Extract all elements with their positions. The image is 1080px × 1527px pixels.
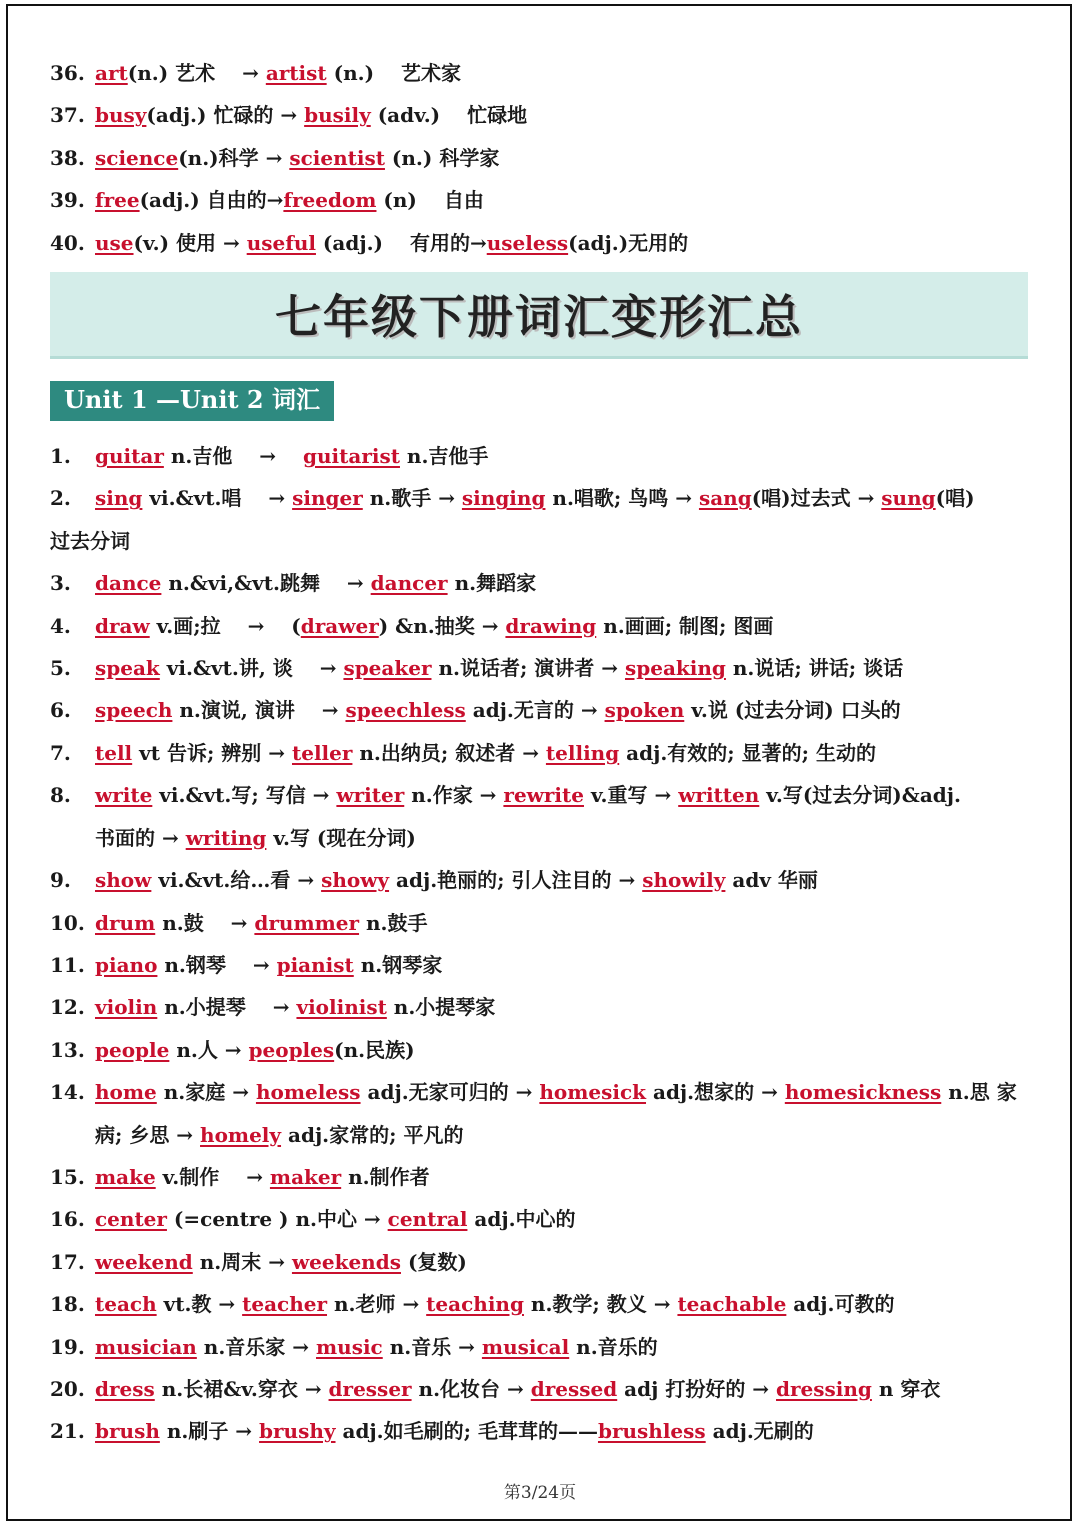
item-number: 8. (50, 783, 71, 808)
definition-text: 书面的 → (95, 825, 186, 850)
definition-text: v.写(过去分词)&adj. (759, 783, 961, 808)
list-item (50, 1410, 1030, 1452)
vocab-word: busy (95, 103, 147, 128)
vocab-word: central (387, 1207, 468, 1232)
item-number: 4. (50, 613, 71, 638)
vocab-word: drawing (505, 613, 597, 638)
page-number: 第3/24页 (503, 1483, 577, 1503)
list-item (50, 1368, 1030, 1410)
list-item (50, 1071, 1030, 1113)
item-number: 15. (50, 1164, 85, 1189)
vocab-word: homesick (539, 1080, 647, 1105)
vocab-word: music (316, 1334, 383, 1359)
vocab-word: useless (486, 230, 569, 255)
list-item (50, 732, 1030, 774)
vocab-word: teller (292, 740, 353, 765)
vocab-word: showily (642, 868, 726, 893)
item-number: 36. (50, 61, 85, 85)
definition-text: n.音乐 → (382, 1334, 482, 1359)
definition-text: n.演说, 演讲 → (172, 698, 346, 723)
definition-text: n.周末 → (192, 1249, 292, 1274)
vocab-word: dance (95, 571, 162, 596)
item-number: 6. (50, 698, 71, 723)
list-item (50, 52, 1030, 94)
definition-text: (adj.) 忙碌的 → (146, 103, 305, 128)
vocab-word: brushy (259, 1419, 336, 1444)
vocab-word: weekends (291, 1249, 401, 1274)
definition-text: adj.如毛刷的; 毛茸茸的—— (335, 1419, 598, 1444)
vocab-word: written (678, 783, 760, 808)
item-number: 7. (50, 740, 71, 765)
list-item (50, 137, 1030, 179)
item-number: 37. (50, 103, 85, 128)
unit-label: Unit 1 —Unit 2 词汇 (50, 381, 334, 421)
vocab-word: teacher (242, 1292, 328, 1317)
definition-text: adj.无言的 → (465, 698, 605, 723)
list-item (50, 222, 1030, 264)
vocab-word: make (95, 1164, 156, 1189)
definition-text: adj.有效的; 显著的; 生动的 (619, 740, 876, 765)
vocab-word: showy (321, 868, 390, 893)
definition-text: v.画;拉 → ( (149, 613, 301, 638)
definition-text: adj.家常的; 平凡的 (281, 1122, 464, 1147)
list-item (50, 562, 1030, 604)
item-number: 9. (50, 868, 71, 893)
list-item (50, 605, 1030, 647)
vocab-word: speaking (624, 656, 726, 681)
item-number: 21. (50, 1419, 85, 1444)
vocab-word: brushless (597, 1419, 706, 1444)
vocab-word: sung (881, 486, 936, 511)
definition-text: n.歌手 → (362, 486, 462, 511)
vocab-word: teachable (677, 1292, 787, 1317)
vocab-word: violin (95, 995, 158, 1020)
vocab-word: homeless (255, 1080, 361, 1105)
definition-text: n.思 家 (941, 1080, 1017, 1105)
vocab-word: speechless (345, 698, 466, 723)
definition-text: (n.)科学 → (178, 145, 290, 170)
definition-text: n.画画; 制图; 图画 (596, 613, 774, 638)
definition-text: (adj.)无用的 (568, 230, 689, 255)
definition-text: (adj.) 自由的→ (139, 188, 284, 213)
item-number: 38. (50, 145, 85, 170)
list-item (50, 477, 1030, 519)
definition-text: n.舞蹈家 (447, 571, 537, 596)
list-item (50, 986, 1030, 1028)
definition-text: adj.无家可归的 → (360, 1080, 540, 1105)
item-number: 19. (50, 1334, 85, 1359)
definition-text: n.化妆台 → (411, 1376, 531, 1401)
definition-text: adj 打扮好的 → (617, 1376, 777, 1401)
vocab-word: scientist (289, 145, 385, 170)
definition-text: n.长裙&v.穿衣 → (154, 1376, 329, 1401)
vocab-word: peoples (248, 1037, 335, 1062)
title-banner (50, 272, 1028, 359)
vocab-word: speaker (343, 656, 432, 681)
vocab-word: tell (95, 740, 133, 765)
item-number: 16. (50, 1207, 85, 1232)
vocab-word: rewrite (503, 783, 584, 808)
vocab-word: dresser (328, 1376, 412, 1401)
definition-text: (n.) 艺术 → (127, 61, 266, 85)
vocab-word: drum (95, 910, 156, 935)
vocab-word: teaching (426, 1292, 524, 1317)
top-word-list (50, 52, 1030, 264)
item-number: 5. (50, 656, 71, 681)
definition-text: adj.中心的 (467, 1207, 576, 1232)
definition-text: (=centre ) n.中心 → (166, 1207, 388, 1232)
definition-text: n 穿衣 (871, 1376, 941, 1401)
vocab-word: drawer (300, 613, 379, 638)
definition-text: n.吉他手 (399, 444, 489, 469)
item-number: 11. (50, 952, 85, 977)
definition-text: n.鼓 → (155, 910, 255, 935)
definition-text: (v.) 使用 → (133, 230, 247, 255)
vocab-word: writer (336, 783, 405, 808)
vocab-word: science (95, 145, 179, 170)
definition-text: n.教学; 教义 → (523, 1292, 678, 1317)
definition-text: adj.想家的 → (646, 1080, 785, 1105)
vocab-word: telling (545, 740, 620, 765)
vocab-word: home (95, 1080, 157, 1105)
list-item-continuation (50, 520, 1030, 562)
definition-text: n.制作者 (341, 1164, 430, 1189)
list-item (50, 1241, 1030, 1283)
page-content (50, 52, 1030, 1453)
definition-text: (唱) (935, 486, 975, 511)
definition-text: vi.&vt.唱 → (142, 486, 293, 511)
definition-text: n.鼓手 (359, 910, 428, 935)
item-number: 10. (50, 910, 85, 935)
vocab-word: guitarist (303, 444, 400, 469)
definition-text: v.重写 → (583, 783, 679, 808)
list-item (50, 1283, 1030, 1325)
vocab-word: sang (698, 486, 752, 511)
definition-text: vi.&vt.讲, 谈 → (159, 656, 344, 681)
definition-text: (唱)过去式 → (751, 486, 882, 511)
list-item (50, 1156, 1030, 1198)
vocab-word: use (95, 230, 134, 255)
definition-text: n.人 → (169, 1037, 249, 1062)
vocab-word: show (95, 868, 152, 893)
item-number: 1. (50, 444, 71, 469)
list-item (50, 1029, 1030, 1071)
definition-text: adv 华丽 (725, 868, 818, 893)
list-item (50, 774, 1030, 816)
definition-text: (adv.) 忙碌地 (370, 103, 528, 128)
definition-text: n.钢琴家 (353, 952, 443, 977)
list-item (50, 689, 1030, 731)
definition-text: n.音乐的 (569, 1334, 658, 1359)
page-title: 七年级下册词汇变形汇总 (275, 290, 803, 345)
definition-text: n.家庭 → (156, 1080, 256, 1105)
vocab-word: brush (95, 1419, 160, 1444)
definition-text: vi.&vt.写; 写信 → (152, 783, 337, 808)
list-item (50, 1326, 1030, 1368)
item-number: 12. (50, 995, 85, 1020)
definition-text: n.钢琴 → (157, 952, 277, 977)
list-item (50, 94, 1030, 136)
definition-text: v.制作 → (155, 1164, 270, 1189)
definition-text: (复数) (400, 1249, 467, 1274)
definition-text: (n.) 艺术家 (326, 61, 462, 85)
list-item (50, 647, 1030, 689)
vocab-word: writing (185, 825, 267, 850)
item-number: 2. (50, 486, 71, 511)
vocab-word: people (95, 1037, 170, 1062)
vocab-word: art (95, 61, 128, 85)
list-item (50, 179, 1030, 221)
definition-text: n.作家 → (404, 783, 504, 808)
vocab-word: free (95, 188, 140, 213)
list-item (50, 944, 1030, 986)
vocab-word: sing (95, 486, 143, 511)
vocab-word: musician (95, 1334, 197, 1359)
vocab-word: guitar (95, 444, 164, 469)
vocab-word: singing (461, 486, 546, 511)
definition-text: adj.可教的 (786, 1292, 895, 1317)
list-item (50, 859, 1030, 901)
item-number: 3. (50, 571, 71, 596)
definition-text: n.小提琴家 (386, 995, 496, 1020)
vocab-word: spoken (604, 698, 685, 723)
vocab-word: weekend (95, 1249, 193, 1274)
list-item (50, 435, 1030, 477)
definition-text: vt 告诉; 辨别 → (132, 740, 292, 765)
vocab-word: violinist (296, 995, 387, 1020)
definition-text: (n.民族) (334, 1037, 415, 1062)
definition-text: ) &n.抽奖 → (378, 613, 506, 638)
vocab-word: musical (481, 1334, 570, 1359)
list-item (50, 1198, 1030, 1240)
vocab-word: speak (95, 656, 160, 681)
vocab-word: piano (95, 952, 158, 977)
item-number: 20. (50, 1376, 85, 1401)
definition-text: n.&vi,&vt.跳舞 → (161, 571, 371, 596)
definition-text: (adj.) 有用的→ (315, 230, 487, 255)
definition-text: (n.) 科学家 (384, 145, 500, 170)
definition-text: v.写 (现在分词) (266, 825, 416, 850)
vocab-word: maker (269, 1164, 342, 1189)
vocab-word: write (95, 783, 153, 808)
definition-text: n.说话; 讲话; 谈话 (725, 656, 904, 681)
vocab-list (50, 435, 1030, 1453)
list-item (50, 902, 1030, 944)
definition-text: 病; 乡思 → (95, 1122, 201, 1147)
vocab-word: homesickness (784, 1080, 942, 1105)
definition-text: n.老师 → (327, 1292, 427, 1317)
definition-text: n.刷子 → (159, 1419, 260, 1444)
definition-text: n.吉他 → (163, 444, 304, 469)
definition-text: n.唱歌; 鸟鸣 → (545, 486, 699, 511)
definition-text: n.出纳员; 叙述者 → (352, 740, 546, 765)
vocab-word: busily (304, 103, 371, 128)
definition-text: vi.&vt.给…看 → (151, 868, 322, 893)
item-number: 14. (50, 1080, 85, 1105)
item-number: 40. (50, 230, 85, 255)
vocab-word: dressing (776, 1376, 872, 1401)
vocab-word: speech (95, 698, 173, 723)
definition-text: n.小提琴 → (157, 995, 297, 1020)
vocab-word: singer (292, 486, 363, 511)
definition-text: n.说话者; 演讲者 → (431, 656, 625, 681)
definition-text: adj.无刷的 (705, 1419, 814, 1444)
vocab-word: dancer (370, 571, 448, 596)
vocab-word: dress (95, 1376, 155, 1401)
vocab-word: dressed (530, 1376, 618, 1401)
vocab-word: artist (265, 61, 327, 85)
definition-text: 过去分词 (50, 528, 130, 553)
vocab-word: teach (95, 1292, 157, 1317)
definition-text: vt.教 → (156, 1292, 243, 1317)
vocab-word: draw (95, 613, 150, 638)
definition-text: (n) 自由 (376, 188, 484, 213)
list-item-continuation (50, 817, 1030, 859)
vocab-word: center (95, 1207, 167, 1232)
item-number: 17. (50, 1249, 85, 1274)
definition-text: n.音乐家 → (196, 1334, 316, 1359)
list-item-continuation (50, 1114, 1030, 1156)
vocab-word: homely (200, 1122, 282, 1147)
vocab-word: pianist (276, 952, 354, 977)
item-number: 39. (50, 188, 85, 213)
definition-text: v.说 (过去分词) 口头的 (684, 698, 901, 723)
definition-text: adj.艳丽的; 引人注目的 → (389, 868, 643, 893)
vocab-word: useful (246, 230, 316, 255)
vocab-word: drummer (254, 910, 360, 935)
vocab-word: freedom (283, 188, 377, 213)
item-number: 13. (50, 1037, 85, 1062)
item-number: 18. (50, 1292, 85, 1317)
